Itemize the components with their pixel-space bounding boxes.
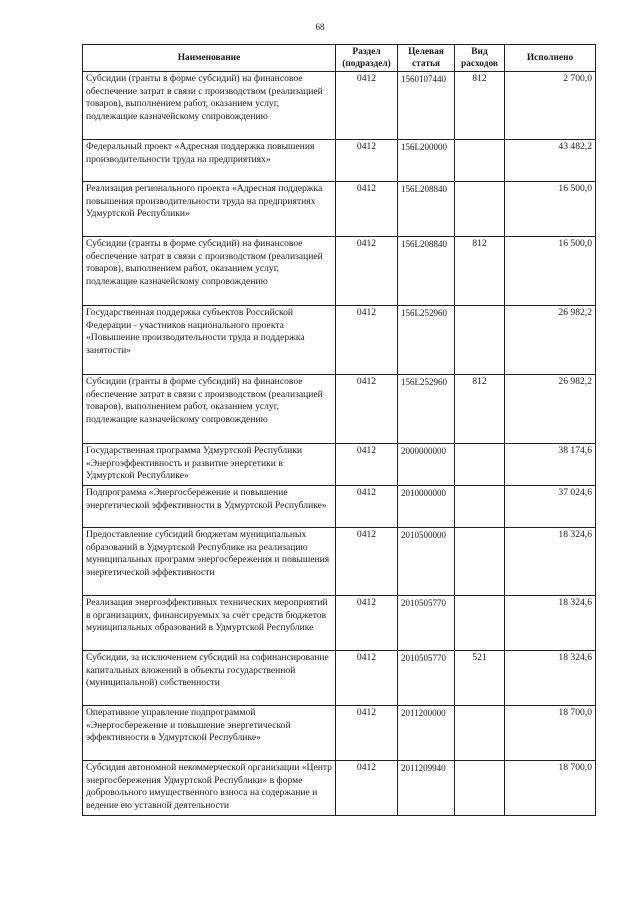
cell-name: Субсидии (гранты в форме субсидий) на финансовое обеспечение затрат в связи с производством (реализацией товаров), выполнением работ, оказанием услуг, подлежащие казначейскому сопровождению bbox=[83, 72, 336, 140]
cell-name: Реализация энергоэффективных технических мероприятий в организациях, финансируемых за счёт средств бюджетов муниципальных образований в Удмуртской Республике bbox=[83, 596, 336, 651]
cell-done: 18 324,6 bbox=[505, 651, 596, 706]
cell-kind bbox=[455, 140, 505, 182]
table-row bbox=[83, 486, 596, 528]
table-row bbox=[83, 237, 596, 306]
header-kind: Вид расходов bbox=[455, 45, 505, 72]
cell-name: Субсидии (гранты в форме субсидий) на финансовое обеспечение затрат в связи с производством (реализацией товаров), выполнением работ, оказанием услуг, подлежащие казначейскому сопровождению bbox=[83, 375, 336, 444]
table-row bbox=[83, 596, 596, 651]
cell-name: Реализация регионального проекта «Адресная поддержка повышения производительности труда на предприятиях Удмуртской Республики» bbox=[83, 182, 336, 237]
cell-target: 2010500000 bbox=[398, 528, 455, 596]
page-number: 68 bbox=[315, 22, 325, 32]
cell-kind bbox=[455, 596, 505, 651]
table-body bbox=[83, 72, 596, 816]
table-row bbox=[83, 528, 596, 596]
cell-section: 0412 bbox=[336, 596, 398, 651]
cell-section: 0412 bbox=[336, 375, 398, 444]
table-row bbox=[83, 72, 596, 140]
cell-target: 2010000000 bbox=[398, 486, 455, 528]
cell-done: 26 982,2 bbox=[505, 375, 596, 444]
cell-done: 18 324,6 bbox=[505, 528, 596, 596]
cell-kind bbox=[455, 706, 505, 761]
cell-section: 0412 bbox=[336, 237, 398, 306]
cell-done: 16 500,0 bbox=[505, 182, 596, 237]
cell-kind bbox=[455, 306, 505, 375]
cell-done: 38 174,6 bbox=[505, 444, 596, 486]
cell-section: 0412 bbox=[336, 528, 398, 596]
cell-section: 0412 bbox=[336, 306, 398, 375]
cell-name: Оперативное управление подпрограммой «Энергосбережение и повышение энергетической эффективности в Удмуртской Республике» bbox=[83, 706, 336, 761]
cell-done: 18 700,0 bbox=[505, 761, 596, 816]
cell-section: 0412 bbox=[336, 486, 398, 528]
cell-section: 0412 bbox=[336, 72, 398, 140]
cell-name: Федеральный проект «Адресная поддержка повышения производительности труда на предприятиях» bbox=[83, 140, 336, 182]
table-header-row bbox=[83, 45, 596, 72]
cell-section: 0412 bbox=[336, 651, 398, 706]
cell-name: Субсидии, за исключением субсидий на софинансирование капитальных вложений в объекты государственной (муниципальной) собственности bbox=[83, 651, 336, 706]
cell-kind bbox=[455, 486, 505, 528]
cell-target: 156L208840 bbox=[398, 237, 455, 306]
cell-target: 156L252960 bbox=[398, 375, 455, 444]
table-row bbox=[83, 375, 596, 444]
table-row bbox=[83, 306, 596, 375]
cell-target: 2010505770 bbox=[398, 596, 455, 651]
cell-done: 18 324,6 bbox=[505, 596, 596, 651]
header-name: Наименование bbox=[83, 45, 336, 72]
cell-kind: 812 bbox=[455, 375, 505, 444]
cell-section: 0412 bbox=[336, 761, 398, 816]
cell-name: Субсидии (гранты в форме субсидий) на финансовое обеспечение затрат в связи с производством (реализацией товаров), выполнением работ, оказанием услуг, подлежащие казначейскому сопровождению bbox=[83, 237, 336, 306]
cell-name: Субсидия автономной некоммерческой организации «Центр энергосбережения Удмуртской Республики» в форме добровольного имущественного взноса на содержание и ведение ею уставной деятельности bbox=[83, 761, 336, 816]
cell-name: Государственная поддержка субъектов Российской Федерации - участников национального проекта «Повышение производительности труда и поддержка занятости» bbox=[83, 306, 336, 375]
cell-section: 0412 bbox=[336, 706, 398, 761]
cell-target: 2011200000 bbox=[398, 706, 455, 761]
cell-target: 1560107440 bbox=[398, 72, 455, 140]
cell-target: 156L208840 bbox=[398, 182, 455, 237]
cell-target: 156L200000 bbox=[398, 140, 455, 182]
cell-target: 2011209940 bbox=[398, 761, 455, 816]
table-row bbox=[83, 140, 596, 182]
table-row bbox=[83, 651, 596, 706]
cell-name: Подпрограмма «Энергосбережение и повышение энергетической эффективности в Удмуртской Республике» bbox=[83, 486, 336, 528]
cell-target: 156L252960 bbox=[398, 306, 455, 375]
cell-target: 2000000000 bbox=[398, 444, 455, 486]
table-row bbox=[83, 182, 596, 237]
header-section: Раздел (подраздел) bbox=[336, 45, 398, 72]
cell-done: 37 024,6 bbox=[505, 486, 596, 528]
cell-name: Предоставление субсидий бюджетам муниципальных образований в Удмуртской Республике на реализацию муниципальных программ энергосбережения и повышения энергетической эффективности bbox=[83, 528, 336, 596]
table-row bbox=[83, 761, 596, 816]
table-row bbox=[83, 444, 596, 486]
cell-section: 0412 bbox=[336, 444, 398, 486]
cell-kind: 812 bbox=[455, 237, 505, 306]
cell-target: 2010505770 bbox=[398, 651, 455, 706]
header-done: Исполнено bbox=[505, 45, 596, 72]
cell-kind bbox=[455, 444, 505, 486]
header-target: Целевая статья bbox=[398, 45, 455, 72]
cell-kind: 812 bbox=[455, 72, 505, 140]
cell-kind bbox=[455, 528, 505, 596]
cell-section: 0412 bbox=[336, 140, 398, 182]
cell-done: 18 700,0 bbox=[505, 706, 596, 761]
cell-done: 16 500,0 bbox=[505, 237, 596, 306]
table-row bbox=[83, 706, 596, 761]
cell-done: 43 482,2 bbox=[505, 140, 596, 182]
cell-section: 0412 bbox=[336, 182, 398, 237]
cell-done: 2 700,0 bbox=[505, 72, 596, 140]
budget-execution-table bbox=[82, 44, 596, 816]
cell-kind bbox=[455, 761, 505, 816]
cell-kind bbox=[455, 182, 505, 237]
cell-done: 26 982,2 bbox=[505, 306, 596, 375]
cell-name: Государственная программа Удмуртской Республики «Энергоэффективность и развитие энергетики в Удмуртской Республике» bbox=[83, 444, 336, 486]
cell-kind: 521 bbox=[455, 651, 505, 706]
